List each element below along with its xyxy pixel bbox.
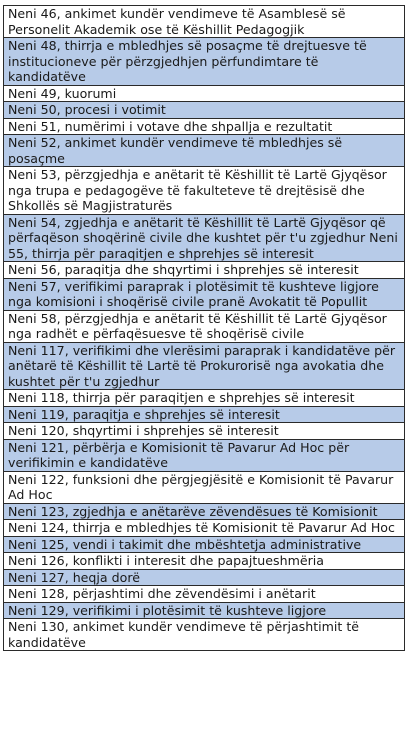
article-row: Neni 120, shqyrtimi i shprehjes së interesit bbox=[4, 423, 404, 440]
article-row: Neni 127, heqja dorë bbox=[4, 570, 404, 587]
article-row: Neni 118, thirrja për paraqitjen e shprehjes së interesit bbox=[4, 390, 404, 407]
article-row: Neni 48, thirrja e mbledhjes së posaçme të drejtuesve të institucioneve për përzgjedhjen përfundimtare të kandidatëve bbox=[4, 38, 404, 86]
article-row: Neni 119, paraqitja e shprehjes së interesit bbox=[4, 407, 404, 424]
article-row: Neni 50, procesi i votimit bbox=[4, 102, 404, 119]
article-row: Neni 51, numërimi i votave dhe shpallja e rezultatit bbox=[4, 119, 404, 136]
article-row: Neni 52, ankimet kundër vendimeve të mbledhjes së posaçme bbox=[4, 135, 404, 167]
article-row: Neni 49, kuorumi bbox=[4, 86, 404, 103]
article-row: Neni 125, vendi i takimit dhe mbështetja administrative bbox=[4, 537, 404, 554]
article-row: Neni 58, përzgjedhja e anëtarit të Këshillit të Lartë Gjyqësor nga radhët e përfaqësuesve të shoqërisë civile bbox=[4, 311, 404, 343]
article-row: Neni 122, funksioni dhe përgjegjësitë e Komisionit të Pavarur Ad Hoc bbox=[4, 472, 404, 504]
article-row: Neni 129, verifikimi i plotësimit të kushteve ligjore bbox=[4, 603, 404, 620]
article-row: Neni 53, përzgjedhja e anëtarit të Këshillit të Lartë Gjyqësor nga trupa e pedagogëve të fakulteteve të drejtësisë dhe Shkollës së Magjistraturës bbox=[4, 167, 404, 215]
article-row: Neni 124, thirrja e mbledhjes të Komisionit të Pavarur Ad Hoc bbox=[4, 520, 404, 537]
article-row: Neni 57, verifikimi paraprak i plotësimit të kushteve ligjore nga komisioni i shoqërisë civile pranë Avokatit të Popullit bbox=[4, 279, 404, 311]
article-row: Neni 54, zgjedhja e anëtarit të Këshillit të Lartë Gjyqësor që përfaqëson shoqërinë civile dhe kushtet për t'u zgjedhur Neni 55, thirrja për paraqitjen e shprehjes së interesit bbox=[4, 215, 404, 263]
article-row: Neni 121, përbërja e Komisionit të Pavarur Ad Hoc për verifikimin e kandidatëve bbox=[4, 440, 404, 472]
article-row: Neni 130, ankimet kundër vendimeve të përjashtimit të kandidatëve bbox=[4, 619, 404, 650]
article-row: Neni 126, konflikti i interesit dhe papajtueshmëria bbox=[4, 553, 404, 570]
article-row: Neni 123, zgjedhja e anëtarëve zëvendësues të Komisionit bbox=[4, 504, 404, 521]
article-row: Neni 128, përjashtimi dhe zëvendësimi i anëtarit bbox=[4, 586, 404, 603]
article-row: Neni 117, verifikimi dhe vlerësimi paraprak i kandidatëve për anëtarë të Këshillit të Lartë të Prokurorisë nga avokatia dhe kushtet për t'u zgjedhur bbox=[4, 343, 404, 391]
articles-table bbox=[3, 5, 405, 651]
article-row: Neni 46, ankimet kundër vendimeve të Asamblesë së Personelit Akademik ose të Këshillit Pedagogjik bbox=[4, 6, 404, 38]
article-row: Neni 56, paraqitja dhe shqyrtimi i shprehjes së interesit bbox=[4, 262, 404, 279]
